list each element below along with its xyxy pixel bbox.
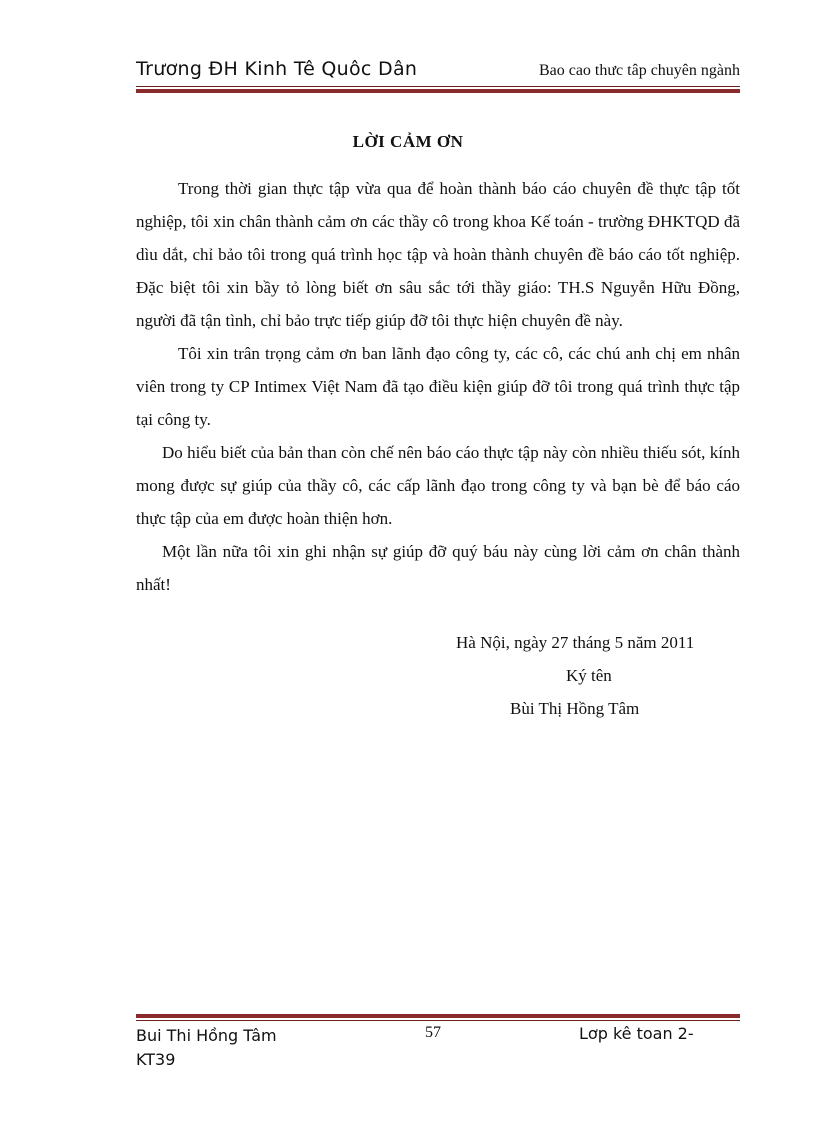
- header-divider: [136, 86, 740, 93]
- page-footer: [136, 1024, 740, 1084]
- footer-author-class: KT39: [136, 1050, 176, 1069]
- signature-label: Ký tên: [566, 666, 612, 685]
- header-school-name: Trương ĐH Kinh Tê Quôc Dân: [136, 58, 418, 80]
- page-title: LỜI CẢM ƠN: [352, 132, 464, 151]
- paragraph-3: Do hiểu biết của bản than còn chế nên báo cáo thực tập này còn nhiều thiếu sót, kính mong được sự giúp của thầy cô, các cấp lãnh đạo trong công ty và bạn bè để báo cáo thực tập của em được hoàn thiện hơn.: [136, 443, 740, 528]
- footer-author: [136, 1024, 277, 1072]
- paragraph-2: Tôi xin trân trọng cảm ơn ban lãnh đạo công ty, các cô, các chú anh chị em nhân viên trong ty CP Intimex Việt Nam đã tạo điều kiện giúp đỡ tôi trong quá trình thực tập tại công ty.: [136, 344, 740, 429]
- paragraph-1: Trong thời gian thực tập vừa qua để hoàn thành báo cáo chuyên đề thực tập tốt nghiệp, tôi xin chân thành cảm ơn các thầy cô trong khoa Kế toán - trường ĐHKTQD đã dìu dắt, chỉ bảo tôi trong quá trình học tập và hoàn thành chuyên đề báo cáo tốt nghiệp. Đặc biệt tôi xin bầy tỏ lòng biết ơn sâu sắc tới thầy giáo: TH.S Nguyễn Hữu Đồng, người đã tận tình, chỉ bảo trực tiếp giúp đỡ tôi thực hiện chuyên đề này.: [136, 179, 740, 330]
- footer-divider: [136, 1014, 740, 1021]
- signer-name: Bùi Thị Hồng Tâm: [510, 699, 640, 718]
- footer-author-name: Bui Thi Hồng Tâm: [136, 1026, 277, 1045]
- footer-class: Lơp kê toan 2-: [579, 1024, 694, 1043]
- header-report-title: Bao cao thưc tâp chuyên ngành: [538, 62, 740, 79]
- page-header: [136, 58, 740, 88]
- paragraph-4: Một lần nữa tôi xin ghi nhận sự giúp đỡ quý báu này cùng lời cảm ơn chân thành nhất!: [136, 542, 740, 594]
- signature-block: [456, 626, 746, 725]
- page-number: 57: [425, 1024, 441, 1041]
- place-date: Hà Nội, ngày 27 tháng 5 năm 2011: [456, 633, 695, 652]
- body-text: [136, 172, 740, 601]
